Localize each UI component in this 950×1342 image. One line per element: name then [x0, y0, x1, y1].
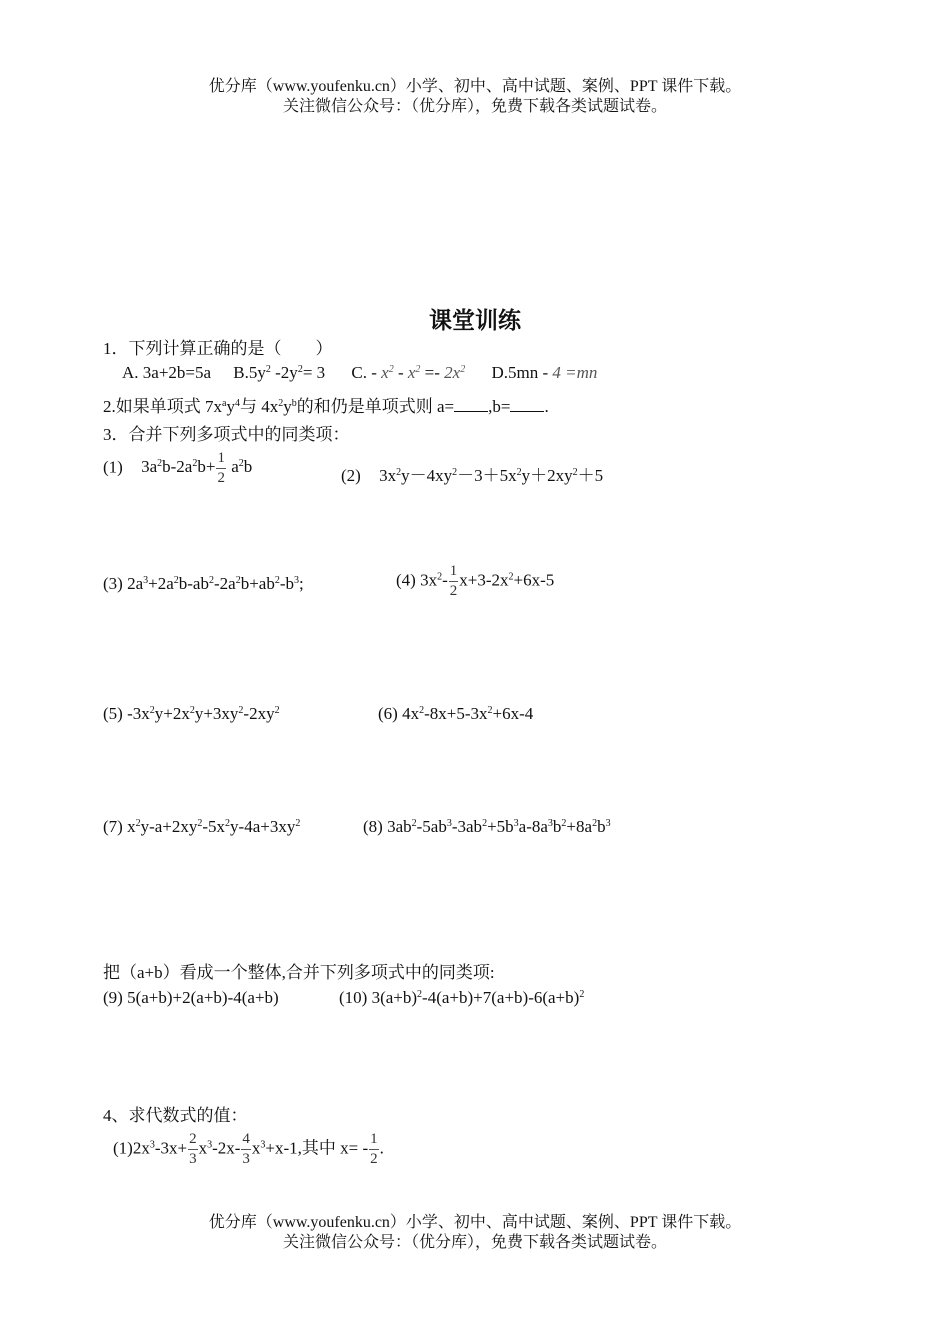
problem-7: (7) $x^2y-a+2xy^2-5x^2y-4a+3xy^2$: [103, 817, 301, 836]
fraction-one-half: $\frac{1}{2}$: [449, 563, 458, 599]
problem-3: (3) $2a^3+2a^2b-ab^2-2a^2b+ab^2-b^3$;: [103, 574, 304, 593]
header-line-1: 优分库（www.youfenku.cn）小学、初中、高中试题、案例、PPT 课件下载。: [208, 78, 742, 95]
question-3-stem: 3．合并下列多项式中的同类项：: [103, 425, 350, 444]
fraction-one-half: $\frac{1}{2}$: [217, 450, 225, 486]
option-b: $B.5y^2$ $-2y^2= 3$: [233, 363, 326, 382]
fraction-one-half: $\frac{1}{2}$: [370, 1131, 378, 1167]
question-4-stem: 4、求代数式的值：: [103, 1106, 248, 1125]
question-4-part-1: $(1)2x^3-3x+$ $\frac{2}{3}$ $x^3-2x-$ $\frac{4}{3}$ $x^3+x-1$,其中 x= - $\frac{1}{2}$ .: [113, 1131, 384, 1167]
problem-6: (6) $4x^2-8x+5-3x^2+6x-4$: [378, 704, 534, 723]
blank-a: [454, 411, 488, 412]
problem-8: (8) $3ab^2-5ab^3-3ab^2+5b^3a-8a^3b^2+8a^2b^3$: [363, 817, 611, 836]
problem-1: (1) $3a^2b-2a^2b+$ $\frac{1}{2}$ $a^2b$: [103, 450, 253, 486]
footer-line-1: 优分库（www.youfenku.cn）小学、初中、高中试题、案例、PPT 课件下载。: [208, 1214, 742, 1231]
problem-9: (9) 5(a+b)+2(a+b)-4(a+b): [103, 988, 279, 1007]
option-d: D.5mn - 4 =mn: [491, 363, 598, 382]
option-a: A. 3a+2b=5a: [122, 363, 212, 382]
question-1-stem: 1．下列计算正确的是（ ）: [103, 339, 333, 358]
problem-10: (10) $3(a+b)^2-4(a+b)+7(a+b)-6(a+b)^2$: [339, 988, 585, 1007]
problem-5: (5) $-3x^2y+2x^2y+3xy^2-2xy^2$: [103, 704, 280, 723]
page-title: 课堂训练: [429, 308, 521, 334]
fraction-two-thirds: $\frac{2}{3}$: [189, 1131, 197, 1167]
footer-line-2: 关注微信公众号：（优分库），免费下载各类试题试卷。: [282, 1234, 667, 1251]
problem-2: (2) $3x^2y-4xy^2-3+5x^2y+2xy^2+5$: [341, 466, 604, 485]
problem-4: (4) $3x^2-$ $\frac{1}{2}$ $x+3-2x^2+6x-5$: [396, 563, 555, 599]
blank-b: [510, 411, 544, 412]
question-2: 2.如果单项式 $7x^ay^4$与 $4x^2y^b$的和仍是单项式则 a= ,b= .: [103, 397, 549, 416]
option-c: C. - $x^2 - x^2 =- 2x^2$: [351, 363, 466, 382]
header-line-2: 关注微信公众号：（优分库），免费下载各类试题试卷。: [282, 98, 667, 115]
question-1-options: [122, 363, 597, 383]
fraction-four-thirds: $\frac{4}{3}$: [242, 1131, 250, 1167]
group-intro: 把（a+b）看成一个整体,合并下列多项式中的同类项:: [103, 963, 495, 982]
